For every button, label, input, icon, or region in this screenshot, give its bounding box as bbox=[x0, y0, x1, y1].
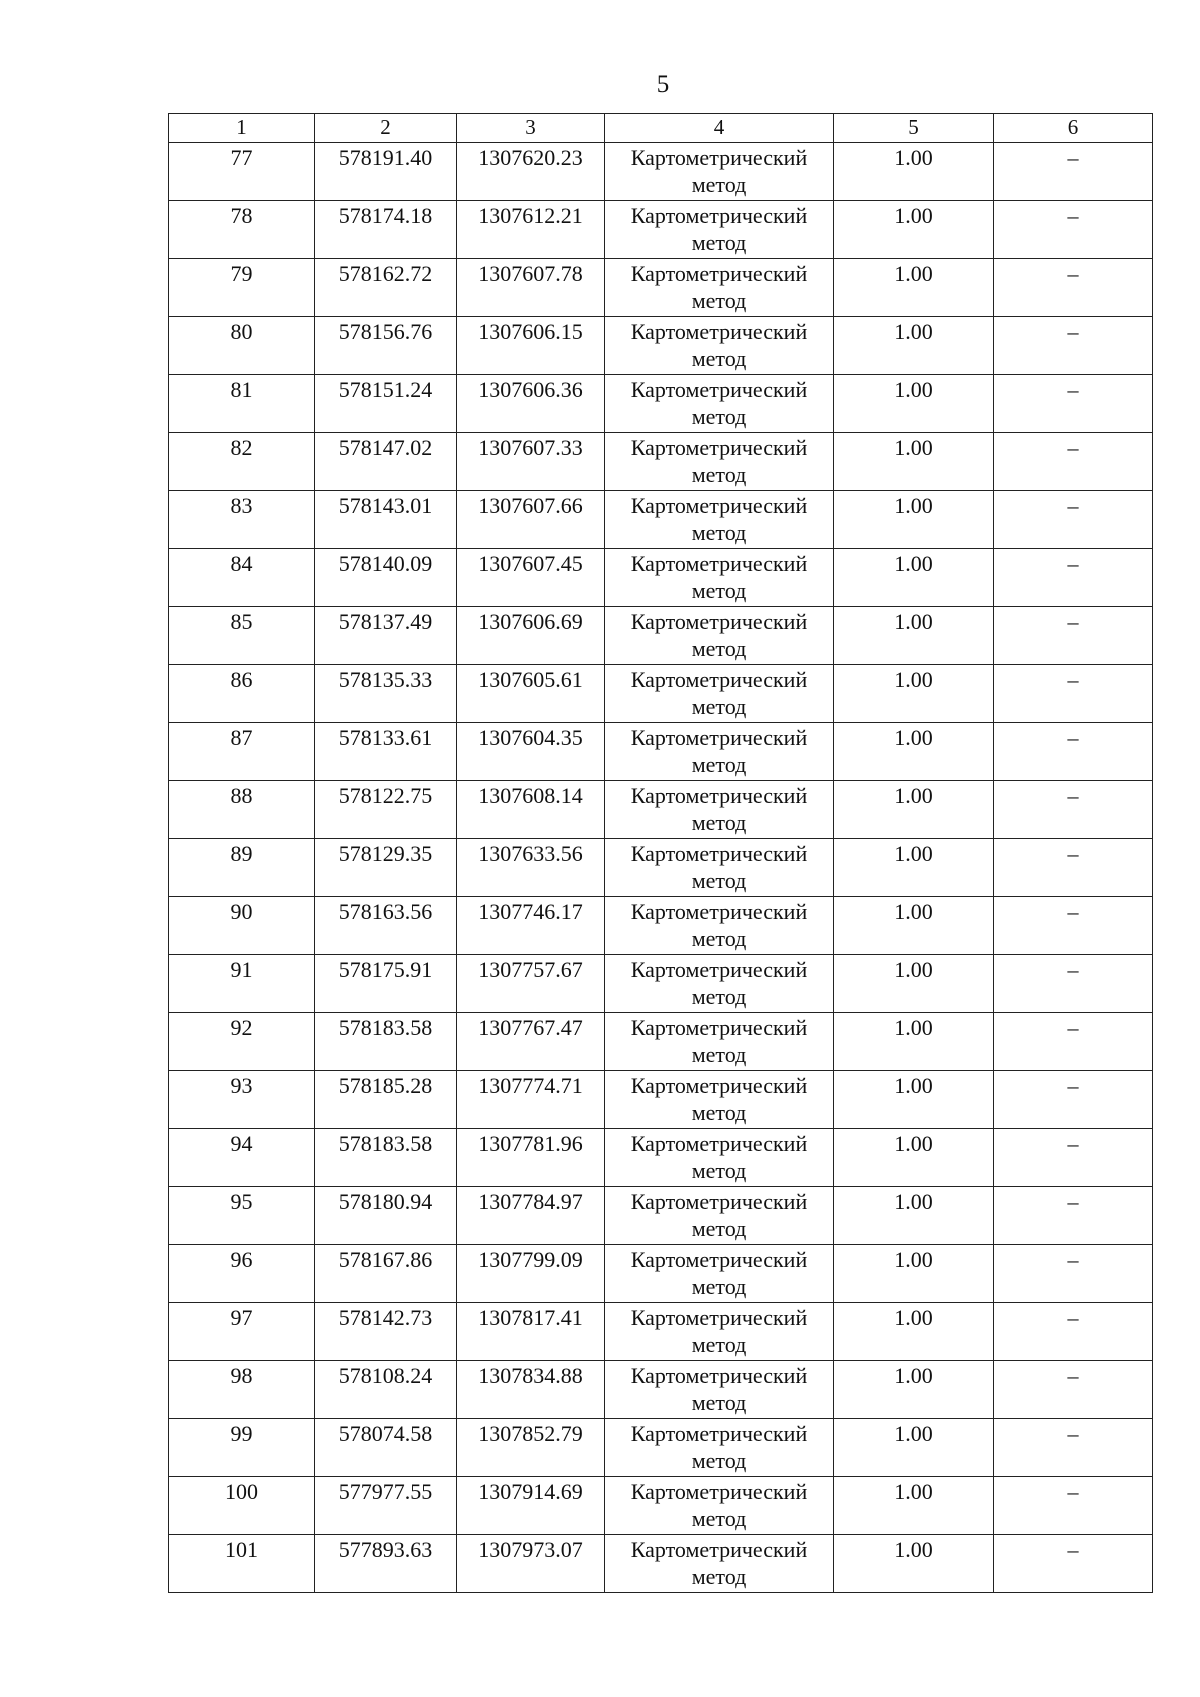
description-cell: – bbox=[994, 201, 1153, 259]
accuracy-cell: 1.00 bbox=[834, 1535, 994, 1593]
table-row bbox=[169, 839, 1153, 897]
x-coordinate-cell: 578143.01 bbox=[315, 491, 457, 549]
point-number-cell: 100 bbox=[169, 1477, 315, 1535]
table-header bbox=[169, 114, 1153, 143]
x-coordinate-cell: 578074.58 bbox=[315, 1419, 457, 1477]
y-coordinate-cell: 1307746.17 bbox=[457, 897, 605, 955]
description-cell: – bbox=[994, 1419, 1153, 1477]
description-cell: – bbox=[994, 491, 1153, 549]
point-number-cell: 92 bbox=[169, 1013, 315, 1071]
accuracy-cell: 1.00 bbox=[834, 143, 994, 201]
accuracy-cell: 1.00 bbox=[834, 723, 994, 781]
accuracy-cell: 1.00 bbox=[834, 839, 994, 897]
accuracy-cell: 1.00 bbox=[834, 607, 994, 665]
x-coordinate-cell: 578191.40 bbox=[315, 143, 457, 201]
x-coordinate-cell: 578167.86 bbox=[315, 1245, 457, 1303]
point-number-cell: 77 bbox=[169, 143, 315, 201]
point-number-cell: 95 bbox=[169, 1187, 315, 1245]
y-coordinate-cell: 1307620.23 bbox=[457, 143, 605, 201]
header-cell-3: 3 bbox=[457, 114, 605, 143]
method-cell: Картометрический метод bbox=[605, 143, 834, 201]
y-coordinate-cell: 1307607.33 bbox=[457, 433, 605, 491]
accuracy-cell: 1.00 bbox=[834, 1361, 994, 1419]
description-cell: – bbox=[994, 955, 1153, 1013]
header-cell-5: 5 bbox=[834, 114, 994, 143]
description-cell: – bbox=[994, 1245, 1153, 1303]
y-coordinate-cell: 1307914.69 bbox=[457, 1477, 605, 1535]
table-row bbox=[169, 607, 1153, 665]
accuracy-cell: 1.00 bbox=[834, 375, 994, 433]
method-cell: Картометрический метод bbox=[605, 1071, 834, 1129]
accuracy-cell: 1.00 bbox=[834, 1013, 994, 1071]
y-coordinate-cell: 1307767.47 bbox=[457, 1013, 605, 1071]
point-number-cell: 84 bbox=[169, 549, 315, 607]
y-coordinate-cell: 1307774.71 bbox=[457, 1071, 605, 1129]
method-cell: Картометрический метод bbox=[605, 897, 834, 955]
description-cell: – bbox=[994, 143, 1153, 201]
description-cell: – bbox=[994, 781, 1153, 839]
description-cell: – bbox=[994, 1129, 1153, 1187]
accuracy-cell: 1.00 bbox=[834, 1477, 994, 1535]
accuracy-cell: 1.00 bbox=[834, 781, 994, 839]
y-coordinate-cell: 1307607.45 bbox=[457, 549, 605, 607]
method-cell: Картометрический метод bbox=[605, 607, 834, 665]
accuracy-cell: 1.00 bbox=[834, 1303, 994, 1361]
method-cell: Картометрический метод bbox=[605, 1013, 834, 1071]
point-number-cell: 93 bbox=[169, 1071, 315, 1129]
point-number-cell: 78 bbox=[169, 201, 315, 259]
table-row bbox=[169, 375, 1153, 433]
x-coordinate-cell: 578185.28 bbox=[315, 1071, 457, 1129]
method-cell: Картометрический метод bbox=[605, 549, 834, 607]
method-cell: Картометрический метод bbox=[605, 955, 834, 1013]
table-row bbox=[169, 1419, 1153, 1477]
x-coordinate-cell: 578175.91 bbox=[315, 955, 457, 1013]
method-cell: Картометрический метод bbox=[605, 1477, 834, 1535]
accuracy-cell: 1.00 bbox=[834, 1129, 994, 1187]
point-number-cell: 81 bbox=[169, 375, 315, 433]
point-number-cell: 86 bbox=[169, 665, 315, 723]
description-cell: – bbox=[994, 1187, 1153, 1245]
y-coordinate-cell: 1307607.66 bbox=[457, 491, 605, 549]
y-coordinate-cell: 1307852.79 bbox=[457, 1419, 605, 1477]
table-row bbox=[169, 1303, 1153, 1361]
x-coordinate-cell: 578162.72 bbox=[315, 259, 457, 317]
x-coordinate-cell: 578133.61 bbox=[315, 723, 457, 781]
coordinates-table bbox=[168, 113, 1153, 1593]
x-coordinate-cell: 578163.56 bbox=[315, 897, 457, 955]
method-cell: Картометрический метод bbox=[605, 665, 834, 723]
table-row bbox=[169, 1071, 1153, 1129]
description-cell: – bbox=[994, 375, 1153, 433]
accuracy-cell: 1.00 bbox=[834, 549, 994, 607]
point-number-cell: 101 bbox=[169, 1535, 315, 1593]
y-coordinate-cell: 1307608.14 bbox=[457, 781, 605, 839]
description-cell: – bbox=[994, 317, 1153, 375]
x-coordinate-cell: 578122.75 bbox=[315, 781, 457, 839]
header-cell-6: 6 bbox=[994, 114, 1153, 143]
x-coordinate-cell: 578174.18 bbox=[315, 201, 457, 259]
y-coordinate-cell: 1307633.56 bbox=[457, 839, 605, 897]
x-coordinate-cell: 578151.24 bbox=[315, 375, 457, 433]
description-cell: – bbox=[994, 1477, 1153, 1535]
description-cell: – bbox=[994, 549, 1153, 607]
accuracy-cell: 1.00 bbox=[834, 665, 994, 723]
header-cell-1: 1 bbox=[169, 114, 315, 143]
description-cell: – bbox=[994, 1535, 1153, 1593]
description-cell: – bbox=[994, 665, 1153, 723]
point-number-cell: 85 bbox=[169, 607, 315, 665]
method-cell: Картометрический метод bbox=[605, 1129, 834, 1187]
method-cell: Картометрический метод bbox=[605, 1187, 834, 1245]
accuracy-cell: 1.00 bbox=[834, 955, 994, 1013]
table-row bbox=[169, 1535, 1153, 1593]
y-coordinate-cell: 1307612.21 bbox=[457, 201, 605, 259]
description-cell: – bbox=[994, 259, 1153, 317]
x-coordinate-cell: 578140.09 bbox=[315, 549, 457, 607]
x-coordinate-cell: 578183.58 bbox=[315, 1129, 457, 1187]
description-cell: – bbox=[994, 1303, 1153, 1361]
table-row bbox=[169, 201, 1153, 259]
accuracy-cell: 1.00 bbox=[834, 433, 994, 491]
accuracy-cell: 1.00 bbox=[834, 259, 994, 317]
table-row bbox=[169, 317, 1153, 375]
x-coordinate-cell: 578156.76 bbox=[315, 317, 457, 375]
table-row bbox=[169, 549, 1153, 607]
header-row bbox=[169, 114, 1153, 143]
x-coordinate-cell: 578147.02 bbox=[315, 433, 457, 491]
x-coordinate-cell: 578135.33 bbox=[315, 665, 457, 723]
x-coordinate-cell: 578183.58 bbox=[315, 1013, 457, 1071]
method-cell: Картометрический метод bbox=[605, 1361, 834, 1419]
description-cell: – bbox=[994, 433, 1153, 491]
accuracy-cell: 1.00 bbox=[834, 317, 994, 375]
method-cell: Картометрический метод bbox=[605, 259, 834, 317]
accuracy-cell: 1.00 bbox=[834, 201, 994, 259]
point-number-cell: 88 bbox=[169, 781, 315, 839]
accuracy-cell: 1.00 bbox=[834, 897, 994, 955]
method-cell: Картометрический метод bbox=[605, 1245, 834, 1303]
method-cell: Картометрический метод bbox=[605, 1535, 834, 1593]
y-coordinate-cell: 1307606.69 bbox=[457, 607, 605, 665]
table-row bbox=[169, 723, 1153, 781]
y-coordinate-cell: 1307606.36 bbox=[457, 375, 605, 433]
table-row bbox=[169, 143, 1153, 201]
y-coordinate-cell: 1307799.09 bbox=[457, 1245, 605, 1303]
point-number-cell: 79 bbox=[169, 259, 315, 317]
y-coordinate-cell: 1307973.07 bbox=[457, 1535, 605, 1593]
point-number-cell: 99 bbox=[169, 1419, 315, 1477]
table-row bbox=[169, 955, 1153, 1013]
accuracy-cell: 1.00 bbox=[834, 1071, 994, 1129]
method-cell: Картометрический метод bbox=[605, 1419, 834, 1477]
point-number-cell: 83 bbox=[169, 491, 315, 549]
x-coordinate-cell: 577893.63 bbox=[315, 1535, 457, 1593]
y-coordinate-cell: 1307757.67 bbox=[457, 955, 605, 1013]
table-row bbox=[169, 781, 1153, 839]
description-cell: – bbox=[994, 607, 1153, 665]
y-coordinate-cell: 1307604.35 bbox=[457, 723, 605, 781]
table-row bbox=[169, 1187, 1153, 1245]
method-cell: Картометрический метод bbox=[605, 839, 834, 897]
description-cell: – bbox=[994, 897, 1153, 955]
description-cell: – bbox=[994, 723, 1153, 781]
method-cell: Картометрический метод bbox=[605, 723, 834, 781]
table-row bbox=[169, 491, 1153, 549]
method-cell: Картометрический метод bbox=[605, 1303, 834, 1361]
table-body bbox=[169, 143, 1153, 1593]
y-coordinate-cell: 1307606.15 bbox=[457, 317, 605, 375]
method-cell: Картометрический метод bbox=[605, 433, 834, 491]
header-cell-4: 4 bbox=[605, 114, 834, 143]
x-coordinate-cell: 578129.35 bbox=[315, 839, 457, 897]
table-row bbox=[169, 1361, 1153, 1419]
description-cell: – bbox=[994, 1361, 1153, 1419]
point-number-cell: 98 bbox=[169, 1361, 315, 1419]
description-cell: – bbox=[994, 839, 1153, 897]
y-coordinate-cell: 1307607.78 bbox=[457, 259, 605, 317]
point-number-cell: 94 bbox=[169, 1129, 315, 1187]
table-row bbox=[169, 259, 1153, 317]
x-coordinate-cell: 577977.55 bbox=[315, 1477, 457, 1535]
table-row bbox=[169, 433, 1153, 491]
point-number-cell: 82 bbox=[169, 433, 315, 491]
point-number-cell: 91 bbox=[169, 955, 315, 1013]
table-row bbox=[169, 1129, 1153, 1187]
y-coordinate-cell: 1307784.97 bbox=[457, 1187, 605, 1245]
point-number-cell: 96 bbox=[169, 1245, 315, 1303]
method-cell: Картометрический метод bbox=[605, 491, 834, 549]
point-number-cell: 89 bbox=[169, 839, 315, 897]
header-cell-2: 2 bbox=[315, 114, 457, 143]
description-cell: – bbox=[994, 1013, 1153, 1071]
x-coordinate-cell: 578180.94 bbox=[315, 1187, 457, 1245]
y-coordinate-cell: 1307834.88 bbox=[457, 1361, 605, 1419]
method-cell: Картометрический метод bbox=[605, 375, 834, 433]
accuracy-cell: 1.00 bbox=[834, 1419, 994, 1477]
point-number-cell: 80 bbox=[169, 317, 315, 375]
x-coordinate-cell: 578108.24 bbox=[315, 1361, 457, 1419]
y-coordinate-cell: 1307817.41 bbox=[457, 1303, 605, 1361]
y-coordinate-cell: 1307781.96 bbox=[457, 1129, 605, 1187]
accuracy-cell: 1.00 bbox=[834, 1187, 994, 1245]
point-number-cell: 90 bbox=[169, 897, 315, 955]
method-cell: Картометрический метод bbox=[605, 781, 834, 839]
page-number: 5 bbox=[656, 71, 670, 98]
table-row bbox=[169, 1013, 1153, 1071]
method-cell: Картометрический метод bbox=[605, 201, 834, 259]
table-row bbox=[169, 1477, 1153, 1535]
point-number-cell: 87 bbox=[169, 723, 315, 781]
x-coordinate-cell: 578142.73 bbox=[315, 1303, 457, 1361]
method-cell: Картометрический метод bbox=[605, 317, 834, 375]
table-row bbox=[169, 665, 1153, 723]
description-cell: – bbox=[994, 1071, 1153, 1129]
table-row bbox=[169, 897, 1153, 955]
y-coordinate-cell: 1307605.61 bbox=[457, 665, 605, 723]
x-coordinate-cell: 578137.49 bbox=[315, 607, 457, 665]
accuracy-cell: 1.00 bbox=[834, 491, 994, 549]
table-row bbox=[169, 1245, 1153, 1303]
accuracy-cell: 1.00 bbox=[834, 1245, 994, 1303]
point-number-cell: 97 bbox=[169, 1303, 315, 1361]
